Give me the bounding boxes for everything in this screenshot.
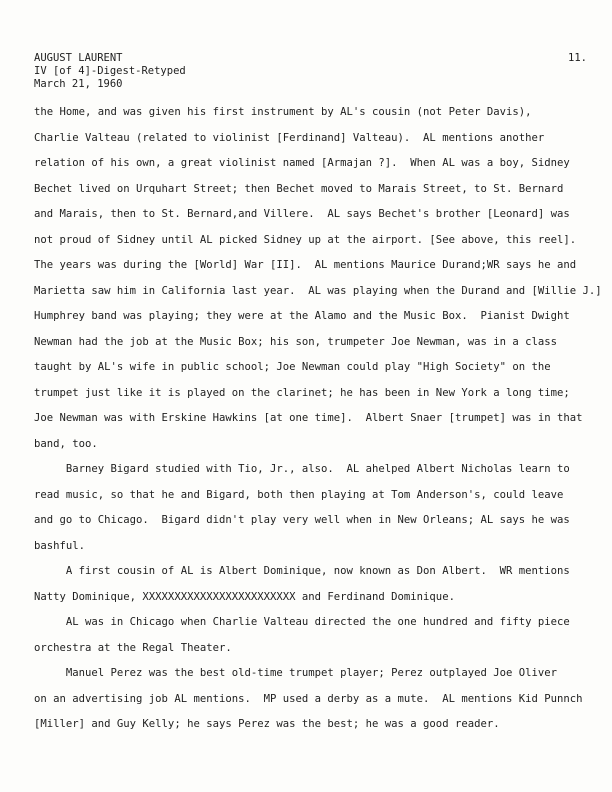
text-line: Natty Dominique, XXXXXXXXXXXXXXXXXXXXXXXX and Ferdinand Dominique. [34,590,455,603]
text-line: [Miller] and Guy Kelly; he says Perez was the best; he was a good reader. [34,718,500,730]
text-line: read music, so that he and Bigard, both then playing at Tom Anderson's, could leave [34,488,564,501]
header-subject: AUGUST LAURENT [34,52,123,64]
text-line: Humphrey band was playing; they were at the Alamo and the Music Box. Pianist Dwight [34,310,570,322]
text-line: Manuel Perez was the best old-time trumpet player; Perez outplayed Joe Oliver [34,667,557,679]
text-line: trumpet just like it is played on the clarinet; he has been in New York a long time; [34,386,570,399]
text-line: relation of his own, a great violinist named [Armajan ?]. When AL was a boy, Sidney [34,157,570,169]
text-line: taught by AL's wife in public school; Joe Newman could play "High Society" on the [34,361,551,373]
text-line: the Home, and was given his first instrument by AL's cousin (not Peter Davis), [34,106,532,118]
document-body [34,100,602,738]
header-date: March 21, 1960 [34,78,123,90]
text-line: bashful. [34,539,86,552]
text-line: Bechet lived on Urquhart Street; then Bechet moved to Marais Street, to St. Bernard [34,182,564,195]
text-line: Newman had the job at the Music Box; his son, trumpeter Joe Newman, was in a class [34,335,557,348]
text-line: not proud of Sidney until AL picked Sidney up at the airport. [See above, this reel]. [34,233,577,246]
header-reel: IV [of 4]-Digest-Retyped [34,65,186,77]
text-line: Charlie Valteau (related to violinist [Ferdinand] Valteau). AL mentions another [34,131,545,144]
page-number: 11. [568,52,587,64]
text-line: The years was during the [World] War [II]. AL mentions Maurice Durand;WR says he and [34,259,577,271]
text-line: Barney Bigard studied with Tio, Jr., also. AL ahelped Albert Nicholas learn to [34,463,570,475]
text-line: Marietta saw him in California last year. AL was playing when the Durand and [Willie J.] [34,284,602,297]
text-line: band, too. [34,437,98,450]
text-line: AL was in Chicago when Charlie Valteau directed the one hundred and fifty piece [34,616,570,628]
text-line: on an advertising job AL mentions. MP used a derby as a mute. AL mentions Kid Punnch [34,692,583,705]
text-line: A first cousin of AL is Albert Dominique, now known as Don Albert. WR mentions [34,565,570,577]
text-line: and Marais, then to St. Bernard,and Villere. AL says Bechet's brother [Leonard] was [34,208,570,220]
text-line: and go to Chicago. Bigard didn't play very well when in New Orleans; AL says he was [34,514,570,526]
text-line: orchestra at the Regal Theater. [34,641,232,654]
document-header [34,52,186,91]
text-line: Joe Newman was with Erskine Hawkins [at one time]. Albert Snaer [trumpet] was in that [34,412,583,424]
